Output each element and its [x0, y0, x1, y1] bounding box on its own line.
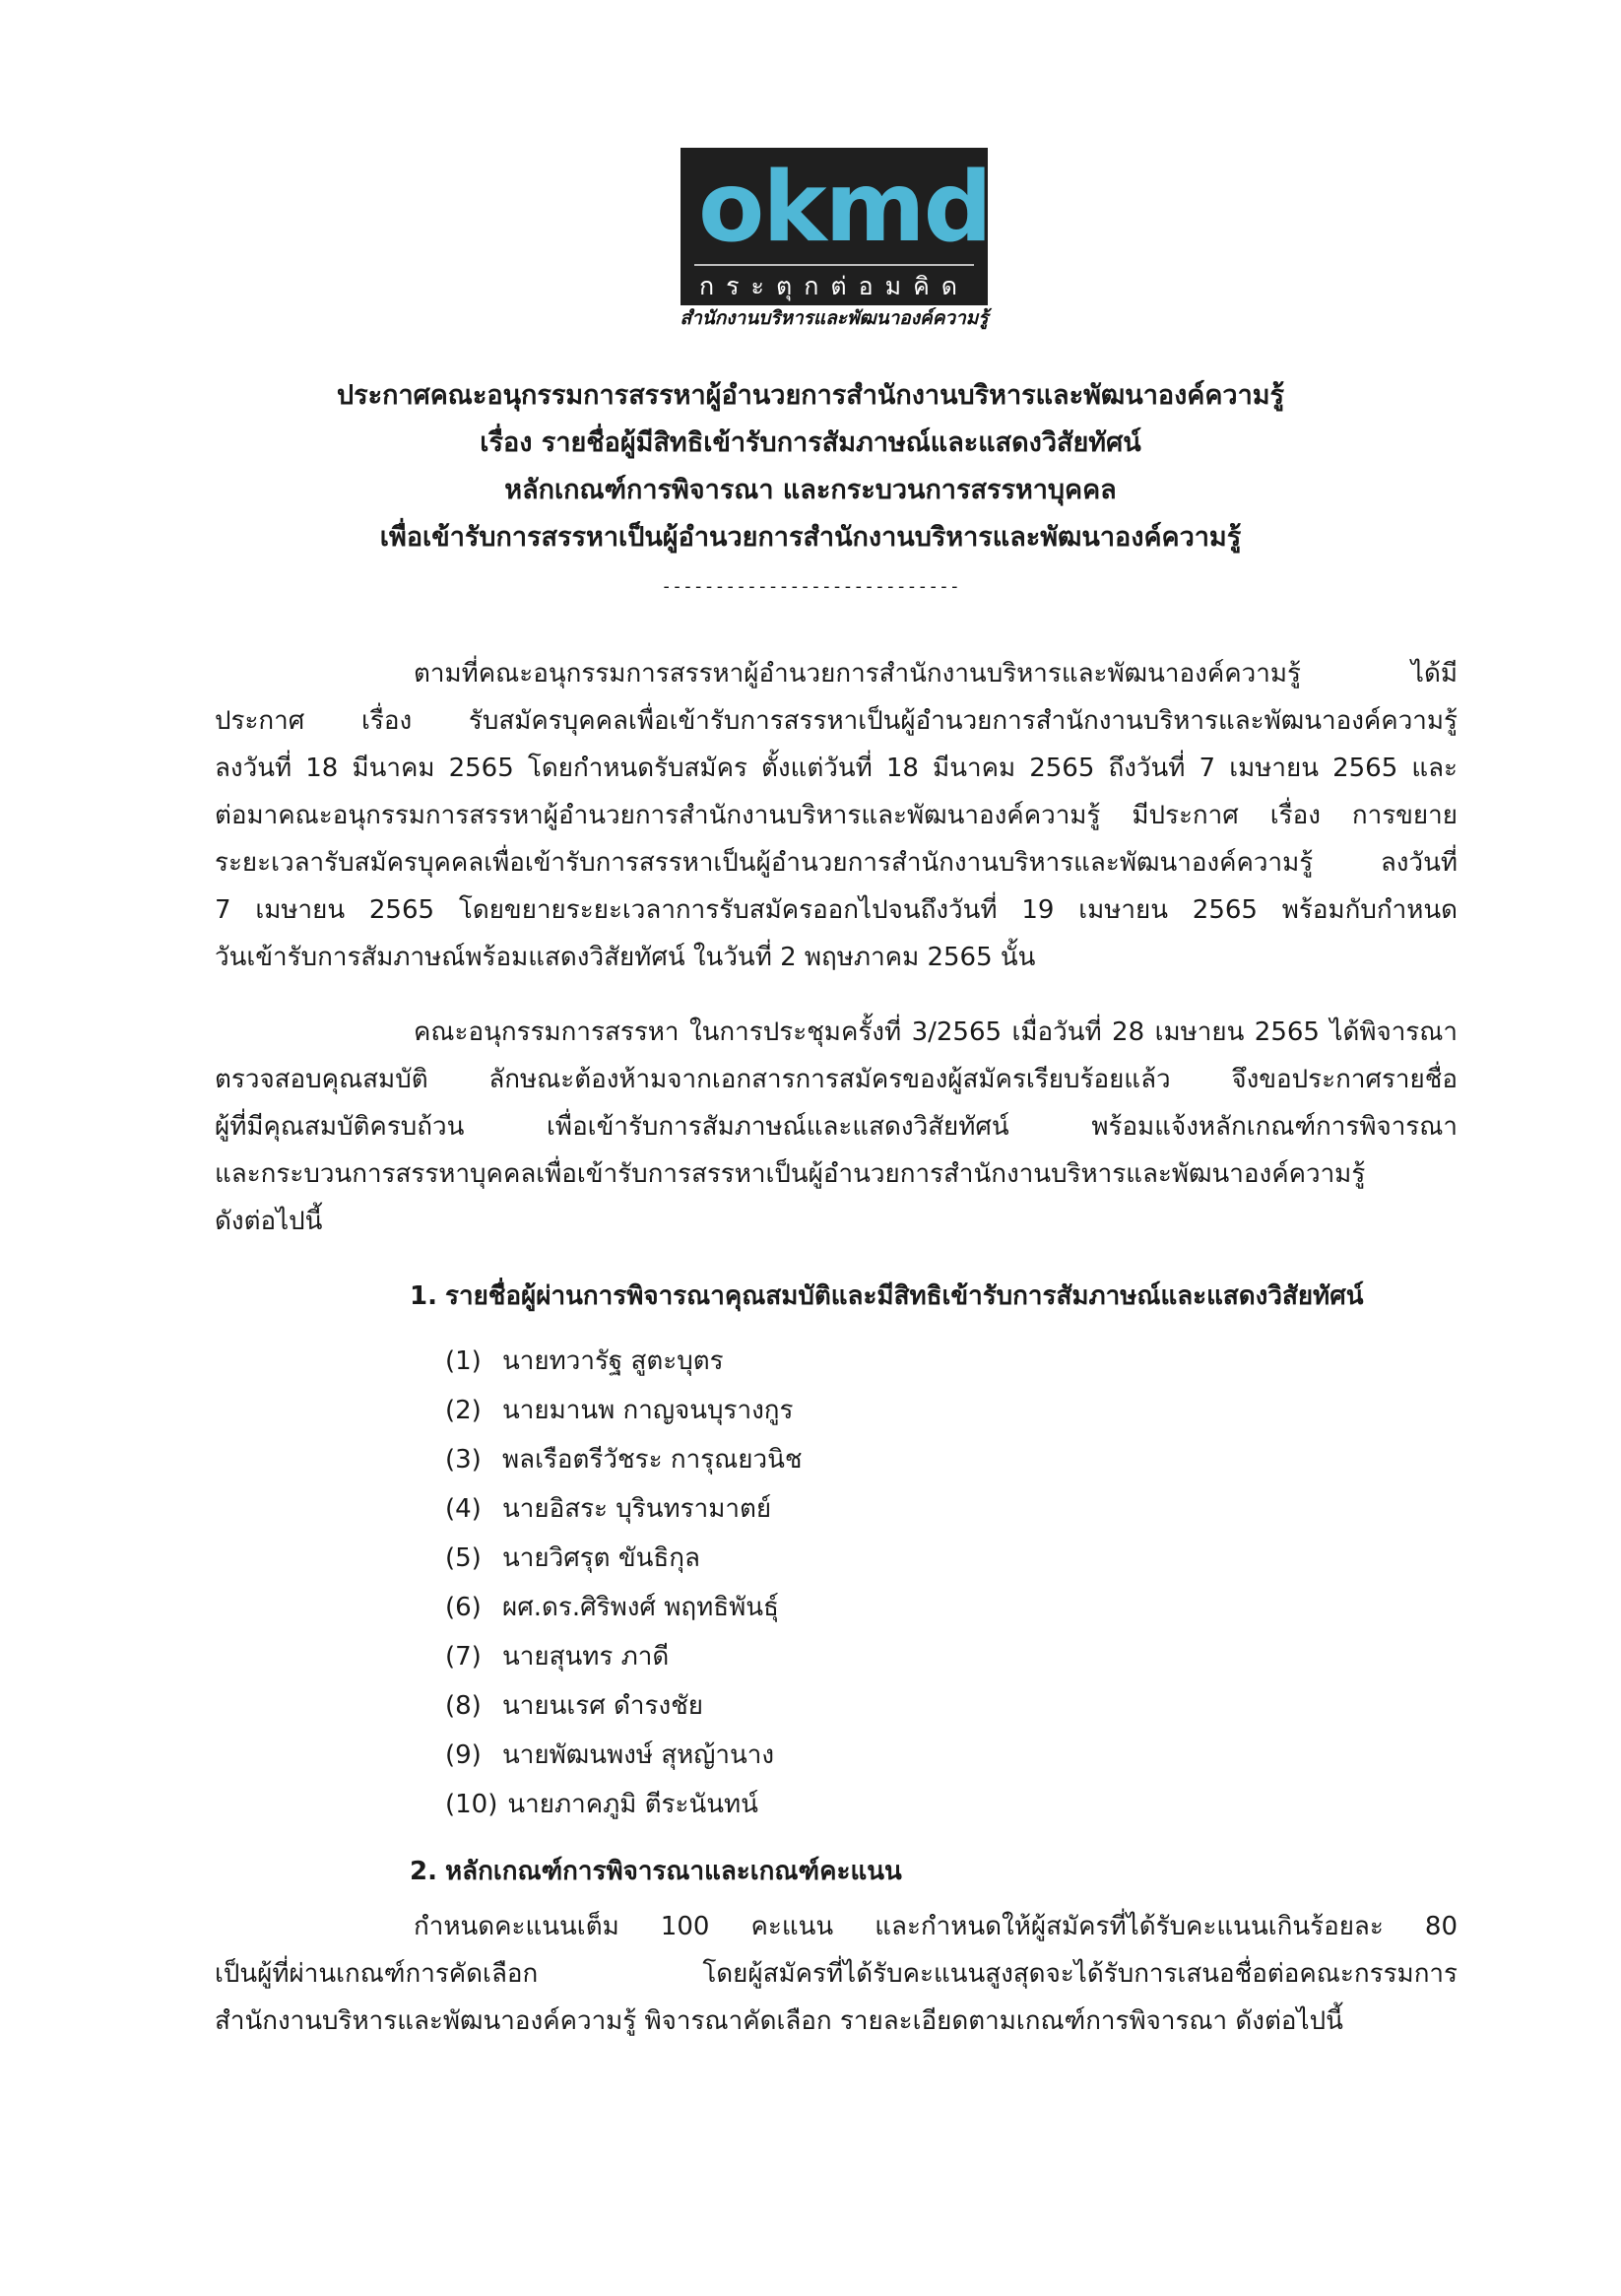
candidate-name: นายอิสระ บุรินทรามาตย์	[502, 1494, 772, 1524]
list-item	[445, 1540, 700, 1577]
list-item	[445, 1737, 774, 1774]
paragraph-line: ตรวจสอบคุณสมบัติ ลักษณะต้องห้ามจากเอกสารการสมัครของผู้สมัครเรียบร้อยแล้ว จึงขอประกาศรายชื่อ	[215, 1065, 1458, 1094]
candidate-name: พลเรือตรีวัชระ การุณยวนิช	[502, 1445, 803, 1475]
candidate-name: นายสุนทร ภาดี	[502, 1642, 670, 1672]
paragraph-line: ต่อมาคณะอนุกรรมการสรรหาผู้อำนวยการสำนักงานบริหารและพัฒนาองค์ความรู้ มีประกาศ เรื่อง การขยาย	[215, 801, 1458, 830]
paragraph-line: ดังต่อไปนี้	[215, 1207, 323, 1236]
paragraph-line: เป็นผู้ที่ผ่านเกณฑ์การคัดเลือก โดยผู้สมัครที่ได้รับคะแนนสูงสุดจะได้รับการเสนอชื่อต่อคณะกรรมการ	[215, 1959, 1458, 1989]
list-index: (6)	[445, 1593, 482, 1622]
paragraph-line: วันเข้ารับการสัมภาษณ์พร้อมแสดงวิสัยทัศน์ ในวันที่ 2 พฤษภาคม 2565 นั้น	[215, 943, 1036, 972]
section-number: 1.	[410, 1281, 437, 1311]
paragraph-line: ประกาศ เรื่อง รับสมัครบุคคลเพื่อเข้ารับการสรรหาเป็นผู้อำนวยการสำนักงานบริหารและพัฒนาองค์ความรู้	[215, 706, 1458, 736]
paragraph-line: ผู้ที่มีคุณสมบัติครบถ้วน เพื่อเข้ารับการสัมภาษณ์และแสดงวิสัยทัศน์ พร้อมแจ้งหลักเกณฑ์การพิจารณา	[215, 1112, 1458, 1142]
candidate-name: นายมานพ กาญจนบุรางกูร	[502, 1396, 794, 1425]
paragraph-line: ตามที่คณะอนุกรรมการสรรหาผู้อำนวยการสำนักงานบริหารและพัฒนาองค์ความรู้ ได้มี	[414, 659, 1458, 689]
paragraph-line: คณะอนุกรรมการสรรหา ในการประชุมครั้งที่ 3/2565 เมื่อวันที่ 28 เมษายน 2565 ได้พิจารณา	[414, 1017, 1458, 1047]
paragraph-line: และกระบวนการสรรหาบุคคลเพื่อเข้ารับการสรรหาเป็นผู้อำนวยการสำนักงานบริหารและพัฒนาองค์ความรู้	[215, 1159, 1366, 1189]
list-index: (9)	[445, 1740, 482, 1770]
candidate-name: นายภาคภูมิ ตีระนันทน์	[507, 1790, 758, 1819]
section-title: รายชื่อผู้ผ่านการพิจารณาคุณสมบัติและมีสิทธิเข้ารับการสัมภาษณ์และแสดงวิสัยทัศน์	[445, 1281, 1364, 1311]
list-item	[445, 1392, 794, 1429]
paragraph-line: สำนักงานบริหารและพัฒนาองค์ความรู้ พิจารณาคัดเลือก รายละเอียดตามเกณฑ์การพิจารณา ดังต่อไปนี้	[215, 2006, 1343, 2036]
section-title: หลักเกณฑ์การพิจารณาและเกณฑ์คะแนน	[445, 1857, 902, 1886]
paragraph-line: ระยะเวลารับสมัครบุคคลเพื่อเข้ารับการสรรหาเป็นผู้อำนวยการสำนักงานบริหารและพัฒนาองค์ความรู้ ลงวันที่	[215, 848, 1458, 878]
list-item	[445, 1786, 758, 1823]
list-index: (8)	[445, 1691, 482, 1721]
list-item	[445, 1638, 669, 1675]
list-item	[445, 1589, 779, 1626]
list-item	[445, 1343, 724, 1380]
paragraph-line: กำหนดคะแนนเต็ม 100 คะแนน และกำหนดให้ผู้สมัครที่ได้รับคะแนนเกินร้อยละ 80	[414, 1912, 1458, 1941]
list-index: (4)	[445, 1494, 482, 1524]
list-index: (2)	[445, 1396, 482, 1425]
logo-org-name: สำนักงานบริหารและพัฒนาองค์ความรู้	[680, 307, 989, 329]
logo-divider	[694, 264, 974, 266]
candidate-name: นายวิศรุต ขันธิกุล	[502, 1543, 700, 1573]
paragraph-line: 7 เมษายน 2565 โดยขยายระยะเวลาการรับสมัครออกไปจนถึงวันที่ 19 เมษายน 2565 พร้อมกับกำหนด	[215, 895, 1458, 925]
section-number: 2.	[410, 1857, 437, 1886]
paragraph-line: ลงวันที่ 18 มีนาคม 2565 โดยกำหนดรับสมัคร ตั้งแต่วันที่ 18 มีนาคม 2565 ถึงวันที่ 7 เมษายน 2565 และ	[215, 754, 1458, 783]
list-index: (5)	[445, 1543, 482, 1573]
candidate-name: นายพัฒนพงษ์ สุหญ้านาง	[502, 1740, 775, 1770]
list-index: (3)	[445, 1445, 482, 1475]
announcement-subject-line: เพื่อเข้ารับการสรรหาเป็นผู้อำนวยการสำนักงานบริหารและพัฒนาองค์ความรู้	[379, 522, 1242, 553]
candidate-name: ผศ.ดร.ศิริพงศ์ พฤทธิพันธุ์	[502, 1593, 779, 1622]
list-index: (7)	[445, 1642, 482, 1672]
logo-tagline: กระตุกต่อมคิด	[698, 272, 970, 300]
announcement-title: ประกาศคณะอนุกรรมการสรรหาผู้อำนวยการสำนักงานบริหารและพัฒนาองค์ความรู้	[336, 380, 1285, 411]
announcement-subject-line: หลักเกณฑ์การพิจารณา และกระบวนการสรรหาบุคคล	[504, 475, 1117, 505]
announcement-subject: เรื่อง รายชื่อผู้มีสิทธิเข้ารับการสัมภาษณ์และแสดงวิสัยทัศน์	[480, 427, 1141, 458]
okmd-logo	[681, 148, 991, 305]
section-1-heading	[410, 1278, 1363, 1315]
list-item	[445, 1687, 703, 1725]
candidate-name: นายนเรศ ดำรงชัย	[502, 1691, 704, 1721]
list-item	[445, 1490, 771, 1528]
logo-wordmark: okmd	[698, 152, 991, 264]
list-item	[445, 1441, 803, 1478]
list-index: (1)	[445, 1346, 482, 1376]
title-divider: ----------------------------	[661, 577, 960, 597]
section-2-heading	[410, 1853, 902, 1890]
candidate-name: นายทวารัฐ สูตะบุตร	[502, 1346, 724, 1376]
list-index: (10)	[445, 1790, 498, 1819]
